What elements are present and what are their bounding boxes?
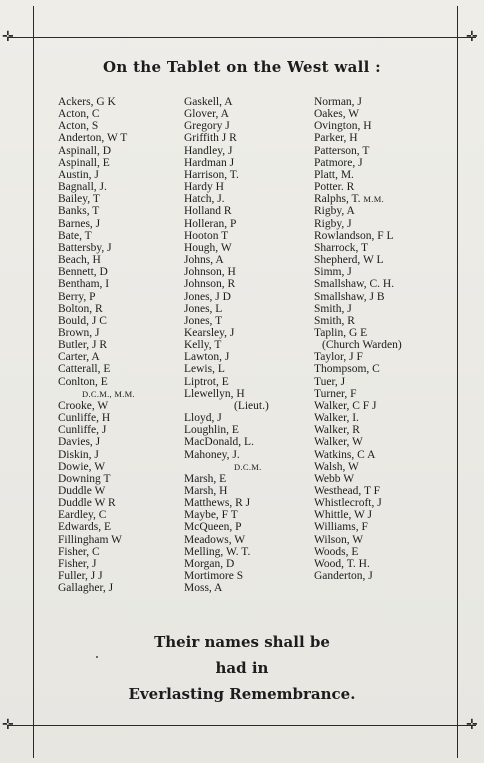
list-item: Cunliffe, H xyxy=(58,412,111,425)
name-column-3 xyxy=(314,96,402,582)
list-item: Aspinall, E xyxy=(58,156,110,169)
list-item: Kelly, T xyxy=(184,339,222,352)
honours-note: M.M. xyxy=(363,194,384,205)
list-item: Parker, H xyxy=(314,132,358,145)
list-item: Ackers, G K xyxy=(58,96,116,108)
list-item: Bentham, I xyxy=(58,278,110,291)
rank-note: (Lieut.) xyxy=(234,399,269,412)
list-item: Potter. R xyxy=(314,181,355,194)
corner-ornament-icon: ✛ xyxy=(466,717,478,733)
list-item: Taylor, J F xyxy=(314,351,363,364)
list-item: Wilson, W xyxy=(314,533,364,546)
list-item: Walker, W xyxy=(314,436,363,449)
page-heading: On the Tablet on the West wall : xyxy=(102,58,381,76)
list-item: Gaskell, A xyxy=(184,96,233,108)
list-item: Harrison, T. xyxy=(184,168,239,181)
list-item: Wood, T. H. xyxy=(314,557,370,570)
list-item: Tuer, J xyxy=(314,375,346,388)
list-item: Austin, J xyxy=(58,168,99,181)
list-item: Barnes, J xyxy=(58,217,101,230)
list-item: Sharrock, T xyxy=(314,241,369,254)
list-item: Eardley, C xyxy=(58,509,107,522)
list-item: Bould, J C xyxy=(58,314,107,327)
list-item: Webb W xyxy=(314,472,355,485)
list-item: Berry, P xyxy=(58,290,96,303)
list-item: Bate, T xyxy=(58,229,92,242)
list-item: Anderton, W T xyxy=(58,132,128,145)
list-item: Fillingham W xyxy=(58,533,122,546)
list-item: Simm, J xyxy=(314,266,352,279)
corner-ornament-icon: ✛ xyxy=(2,29,14,45)
list-item: Brown, J xyxy=(58,326,100,339)
list-item: Llewellyn, H xyxy=(184,387,245,400)
list-item: Hough, W xyxy=(184,241,232,254)
list-item: Fisher, C xyxy=(58,545,100,558)
list-item: Shepherd, W L xyxy=(314,254,384,267)
list-item: Acton, C xyxy=(58,108,100,121)
list-item: Cunliffe, J xyxy=(58,424,107,437)
list-item: Walker, R xyxy=(314,424,360,437)
corner-ornament-icon: ✛ xyxy=(466,29,478,45)
closing-line-2: had in xyxy=(215,659,269,677)
list-item: Griffith J R xyxy=(184,132,237,145)
list-item: Bagnall, J. xyxy=(58,181,107,194)
honours-note: D.C.M. xyxy=(234,461,262,472)
honours-note: D.C.M., M.M. xyxy=(82,388,135,399)
list-item: Smith, R xyxy=(314,314,355,327)
list-item: Jones, L xyxy=(184,302,223,315)
list-item: Whistlecroft, J xyxy=(314,497,382,510)
list-item: Smith, J xyxy=(314,302,352,315)
list-item: Walsh, W xyxy=(314,460,359,473)
list-item: Holland R xyxy=(184,205,232,218)
list-item: Jones, J D xyxy=(184,290,231,303)
list-item: Battersby, J xyxy=(58,241,112,254)
name-column-2 xyxy=(184,96,269,594)
list-item: Johnson, H xyxy=(184,266,236,279)
list-item: Turner, F xyxy=(314,387,357,400)
list-item: Diskin, J xyxy=(58,448,99,461)
list-item: Williams, F xyxy=(314,521,368,534)
list-item: Taplin, G E xyxy=(314,326,368,339)
list-item: McQueen, P xyxy=(184,521,242,534)
list-item: Gallagher, J xyxy=(58,582,114,595)
list-item: Westhead, T F xyxy=(314,485,381,497)
list-item: Aspinall, D xyxy=(58,144,112,157)
list-item: Johnson, R xyxy=(184,278,236,291)
list-item: MacDonald, L. xyxy=(184,436,254,449)
list-item: Matthews, R J xyxy=(184,497,251,510)
list-item: Bailey, T xyxy=(58,193,100,206)
list-item: Jones, T xyxy=(184,314,223,327)
list-item: Walker, C F J xyxy=(314,399,377,412)
list-item: Fisher, J xyxy=(58,557,97,570)
list-item: Rigby, A xyxy=(314,205,355,218)
list-item: Lloyd, J xyxy=(184,412,222,425)
list-item: Bennett, D xyxy=(58,266,108,279)
list-item: Bolton, R xyxy=(58,302,103,315)
list-item: Platt, M. xyxy=(314,168,354,181)
list-item: Carter, A xyxy=(58,351,100,364)
list-item: Fuller, J J xyxy=(58,570,103,583)
list-item: Smallshaw, C. H. xyxy=(314,278,395,291)
closing-line-3: Everlasting Remembrance. xyxy=(128,685,356,703)
list-item: Whittle, W J xyxy=(314,509,373,522)
list-item: Thompsom, C xyxy=(314,363,380,376)
role-note: (Church Warden) xyxy=(322,339,402,352)
list-item: Melling, W. T. xyxy=(184,545,251,558)
list-item xyxy=(314,193,402,205)
list-item: Woods, E xyxy=(314,545,359,558)
list-item: Handley, J xyxy=(184,144,233,157)
list-item: Marsh, H xyxy=(184,485,228,497)
list-item: Hatch, J. xyxy=(184,193,225,206)
closing-line-1: Their names shall be xyxy=(154,633,330,651)
list-item: Patmore, J xyxy=(314,156,363,169)
list-item: Crooke, W xyxy=(58,399,109,412)
list-item: Hardy H xyxy=(184,181,224,194)
list-item: Maybe, F T xyxy=(184,509,238,522)
name-column-1 xyxy=(58,96,135,594)
list-item: Johns, A xyxy=(184,254,224,267)
list-item: Beach, H xyxy=(58,254,101,267)
list-item: Dowie, W xyxy=(58,460,106,473)
list-item: Catterall, E xyxy=(58,363,111,376)
list-item: Downing T xyxy=(58,472,111,485)
list-item: Marsh, E xyxy=(184,472,227,485)
list-item: Liptrot, E xyxy=(184,375,229,388)
list-item: Loughlin, E xyxy=(184,424,239,437)
list-item: Duddle W R xyxy=(58,497,116,510)
list-item: Holleran, P xyxy=(184,217,237,230)
list-item: Edwards, E xyxy=(58,521,112,534)
list-item-name: Ralphs, T. xyxy=(314,193,361,206)
list-item: Gregory J xyxy=(184,120,230,133)
list-item: Ganderton, J xyxy=(314,570,373,583)
print-speck xyxy=(96,656,98,658)
list-item: Ovington, H xyxy=(314,120,372,133)
list-item: Oakes, W xyxy=(314,108,360,121)
list-item: Watkins, C A xyxy=(314,448,376,461)
list-item: Banks, T xyxy=(58,205,100,218)
list-item: Duddle W xyxy=(58,485,106,497)
list-item: Hooton T xyxy=(184,229,229,242)
list-item: Hardman J xyxy=(184,156,235,169)
list-item: Lewis, L xyxy=(184,363,225,376)
list-item: Norman, J xyxy=(314,96,362,108)
list-item: Moss, A xyxy=(184,582,223,595)
list-item: Butler, J R xyxy=(58,339,108,352)
corner-ornament-icon: ✛ xyxy=(2,717,14,733)
list-item: Patterson, T xyxy=(314,144,370,157)
list-item: Mortimore S xyxy=(184,570,244,583)
top-border-line xyxy=(8,37,476,38)
list-item: Rigby, J xyxy=(314,217,352,230)
list-item: Mahoney, J. xyxy=(184,448,240,461)
list-item: Lawton, J xyxy=(184,351,230,364)
list-item: Kearsley, J xyxy=(184,326,235,339)
list-item: Acton, S xyxy=(58,120,99,133)
list-item: Davies, J xyxy=(58,436,101,449)
list-item: Morgan, D xyxy=(184,557,235,570)
list-item: Glover, A xyxy=(184,108,229,121)
list-item: Conlton, E xyxy=(58,375,108,388)
list-item: Walker, I. xyxy=(314,412,359,425)
list-item: Smallshaw, J B xyxy=(314,290,385,303)
list-item: Rowlandson, F L xyxy=(314,229,394,242)
list-item: Meadows, W xyxy=(184,533,246,546)
bottom-border-line xyxy=(8,725,476,726)
